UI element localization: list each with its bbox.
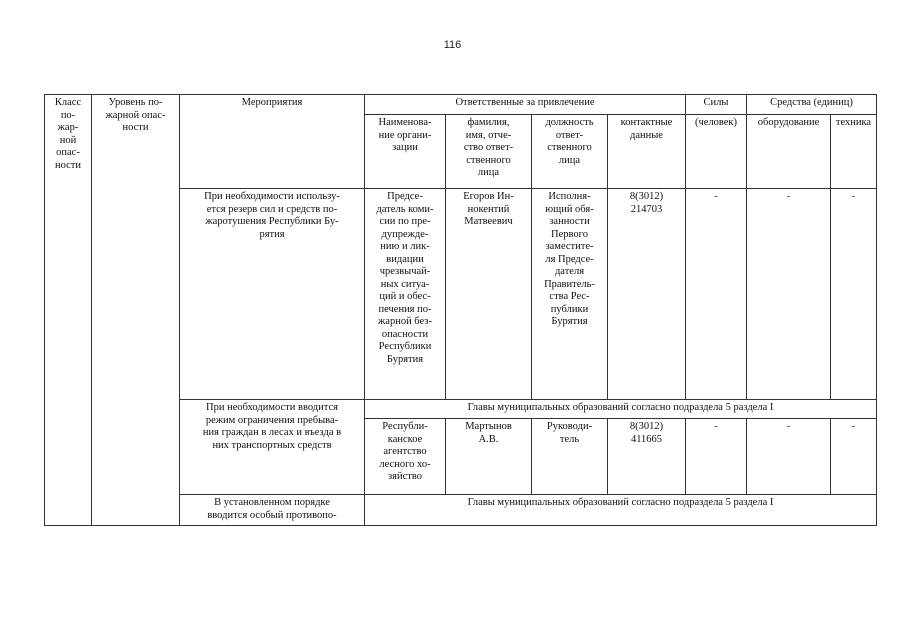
row2-forces: - <box>686 419 747 495</box>
header-machinery: техника <box>831 115 877 189</box>
row1-contacts: 8(3012) 214703 <box>608 189 686 400</box>
row1-measure: При необходимости использу- ется резерв сил и средств по- жаротушения Республики Бу- рятия <box>180 189 365 400</box>
row2-org: Республи- канское агентство лесного хо- зяйство <box>365 419 446 495</box>
header-org-name: Наименова- ние органи- зации <box>365 115 446 189</box>
row1-org: Предсе- датель коми- сии по пре- дупрежде- нию и лик- видации чрезвычай- ных ситуа- ций и обес- печения по- жарной без- опасности Республики Бурятия <box>365 189 446 400</box>
header-responsible: Ответственные за привлечение <box>365 95 686 115</box>
fire-danger-table <box>44 94 877 526</box>
row2-equipment: - <box>747 419 831 495</box>
header-level: Уровень по- жарной опас- ности <box>92 95 180 526</box>
row2-fio: Мартынов А.В. <box>446 419 532 495</box>
header-contacts: контактные данные <box>608 115 686 189</box>
page-number: 116 <box>443 39 462 51</box>
row1-position: Исполня- ющий обя- занности Первого заместите- ля Предсе- дателя Правитель- ства Рес- публики Бурятия <box>532 189 608 400</box>
row2-contacts: 8(3012) 411665 <box>608 419 686 495</box>
header-measures: Мероприятия <box>180 95 365 189</box>
row1-machinery: - <box>831 189 877 400</box>
row2-machinery: - <box>831 419 877 495</box>
row1-forces: - <box>686 189 747 400</box>
row2-span-text: Главы муниципальных образований согласно подраздела 5 раздела I <box>365 400 877 419</box>
row1-fio: Егоров Ин- нокентий Матвеевич <box>446 189 532 400</box>
row3-measure: В установленном порядке вводится особый противопо- <box>180 495 365 526</box>
header-equipment: оборудование <box>747 115 831 189</box>
header-position: должность ответ- ственного лица <box>532 115 608 189</box>
header-means: Средства (единиц) <box>747 95 877 115</box>
row3-span-text: Главы муниципальных образований согласно подраздела 5 раздела I <box>365 495 877 526</box>
row2-position: Руководи- тель <box>532 419 608 495</box>
header-class: Класс по- жар- ной опас- ности <box>45 95 92 526</box>
header-fio: фамилия, имя, отче- ство ответ- ственного лица <box>446 115 532 189</box>
header-forces: Силы <box>686 95 747 115</box>
row1-equipment: - <box>747 189 831 400</box>
header-persons: (человек) <box>686 115 747 189</box>
row2-measure: При необходимости вводится режим ограничения пребыва- ния граждан в лесах и въезда в них транспортных средств <box>180 400 365 495</box>
